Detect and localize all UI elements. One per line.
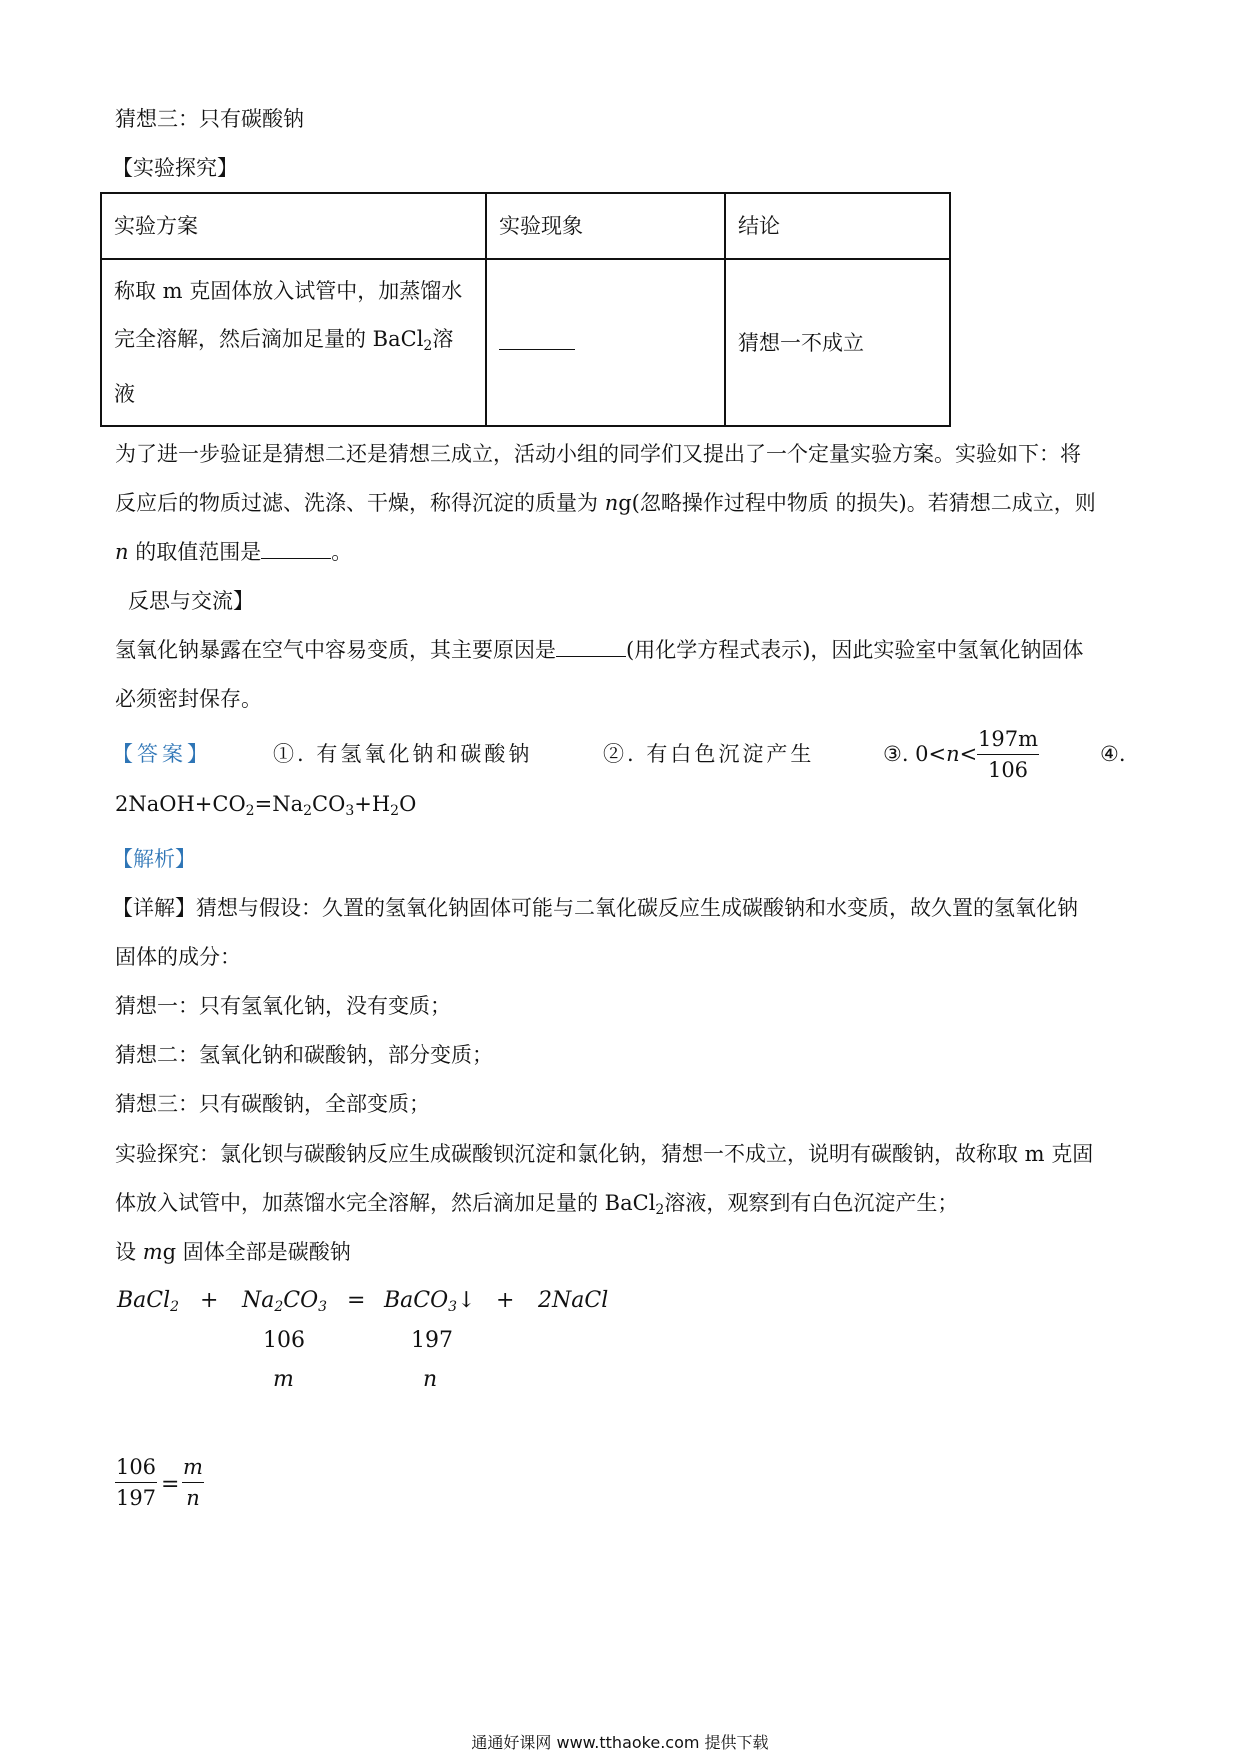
explore-detail-line1: 实验探究：氯化钡与碳酸钠反应生成碳酸钡沉淀和氯化钠，猜想一不成立，说明有碳酸钠，故称取 m 克固	[115, 1142, 1094, 1166]
plus-sign-2: +	[496, 1288, 515, 1313]
table-header-row	[101, 193, 950, 259]
page-footer: 通通好课网 www.tthaoke.com 提供下载	[471, 1733, 769, 1752]
equation-blank	[556, 638, 626, 657]
answer-equation: $2NaOH+CO_2=Na_2CO_3+H_2O$	[115, 792, 417, 819]
equals-sign: =	[347, 1288, 366, 1313]
header-conclusion: 结论	[725, 193, 950, 259]
plus-sign-1: +	[200, 1288, 219, 1313]
para1-line2: 反应后的物质过滤、洗涤、干燥，称得沉淀的质量为 ng(忽略操作过程中物质 的损失)。若猜想二成立，则	[115, 491, 1096, 515]
product-baco3: BaCO$_3$↓	[384, 1288, 476, 1315]
plan-line-1: 称取 m 克固体放入试管中，加蒸馏水	[114, 279, 463, 303]
ratio-equals: =	[161, 1472, 180, 1497]
range-blank	[261, 540, 331, 559]
ratio-left-numerator: 106	[115, 1455, 157, 1479]
answer-4: ④.	[1100, 742, 1126, 766]
ratio-right-fraction	[182, 1454, 204, 1511]
header-phenomenon: 实验现象	[486, 193, 725, 259]
explore-detail-line2: 体放入试管中，加蒸馏水完全溶解，然后滴加足量的 BaCl$_2$溶液，观察到有白色沉淀产生；	[115, 1191, 959, 1218]
experiment-table	[100, 192, 951, 427]
detail-line1: 【详解】猜想与假设：久置的氢氧化钠固体可能与二氧化碳反应生成碳酸钠和水变质，故久置的氢氧化钠	[112, 896, 1078, 920]
analysis-label: 【解析】	[112, 847, 196, 871]
mass-n: n	[423, 1367, 438, 1392]
fraction-numerator: 197m	[978, 727, 1038, 751]
explore-heading: 【实验探究】	[112, 156, 238, 180]
ratio-left-bar	[115, 1482, 157, 1483]
reflect-heading: 反思与交流】	[128, 589, 254, 613]
plan-line-2: 完全溶解，然后滴加足量的 BaCl$_2$溶液	[114, 327, 454, 406]
ratio-right-denominator: n	[186, 1486, 200, 1510]
plan-cell	[101, 259, 486, 426]
ratio-right-bar	[182, 1482, 204, 1483]
reactant-na2co3: $Na_2CO_3$	[242, 1288, 328, 1315]
fraction-bar	[977, 754, 1039, 755]
hypothesis-three-detail: 猜想三：只有碳酸钠，全部变质；	[115, 1092, 430, 1116]
hypothesis-three: 猜想三：只有碳酸钠	[115, 107, 304, 131]
hypothesis-one-detail: 猜想一：只有氢氧化钠，没有变质；	[115, 994, 451, 1018]
ratio-left-fraction	[115, 1454, 157, 1511]
table-row	[101, 259, 950, 426]
phenomenon-blank	[499, 331, 575, 350]
molar-mass-na2co3: 106	[263, 1328, 305, 1353]
hypothesis-two-detail: 猜想二：氢氧化钠和碳酸钠，部分变质；	[115, 1043, 493, 1067]
para2-line1: 氢氧化钠暴露在空气中容易变质，其主要原因是 (用化学方程式表示)，因此实验室中氢氧化钠固体	[115, 638, 1084, 662]
answer-2: ②. 有白色沉淀产生	[603, 742, 815, 766]
answer-label: 【答案】	[112, 742, 212, 766]
product-nacl: 2NaCl	[538, 1288, 609, 1313]
ratio-left-denominator: 197	[115, 1486, 157, 1510]
detail-line2: 固体的成分：	[115, 945, 241, 969]
conclusion-cell: 猜想一不成立	[725, 259, 950, 426]
para2-line2: 必须密封保存。	[115, 687, 262, 711]
ratio-right-numerator: m	[183, 1455, 203, 1479]
para1-line1: 为了进一步验证是猜想二还是猜想三成立，活动小组的同学们又提出了一个定量实验方案。实验如下：将	[115, 442, 1081, 466]
answer-1: ①. 有氢氧化钠和碳酸钠	[273, 742, 533, 766]
reactant-bacl2: BaCl$_2$	[117, 1288, 180, 1315]
answer-3: ③. 0<n<	[883, 742, 978, 766]
mass-m: m	[273, 1367, 294, 1392]
fraction-denominator: 106	[987, 758, 1029, 782]
answer-3-fraction	[977, 726, 1039, 783]
molar-mass-baco3: 197	[411, 1328, 453, 1353]
header-plan: 实验方案	[101, 193, 486, 259]
phenomenon-cell	[486, 259, 725, 426]
para1-line3: n 的取值范围是 。	[115, 540, 353, 564]
assumption-line: 设 mg 固体全部是碳酸钠	[115, 1240, 351, 1264]
